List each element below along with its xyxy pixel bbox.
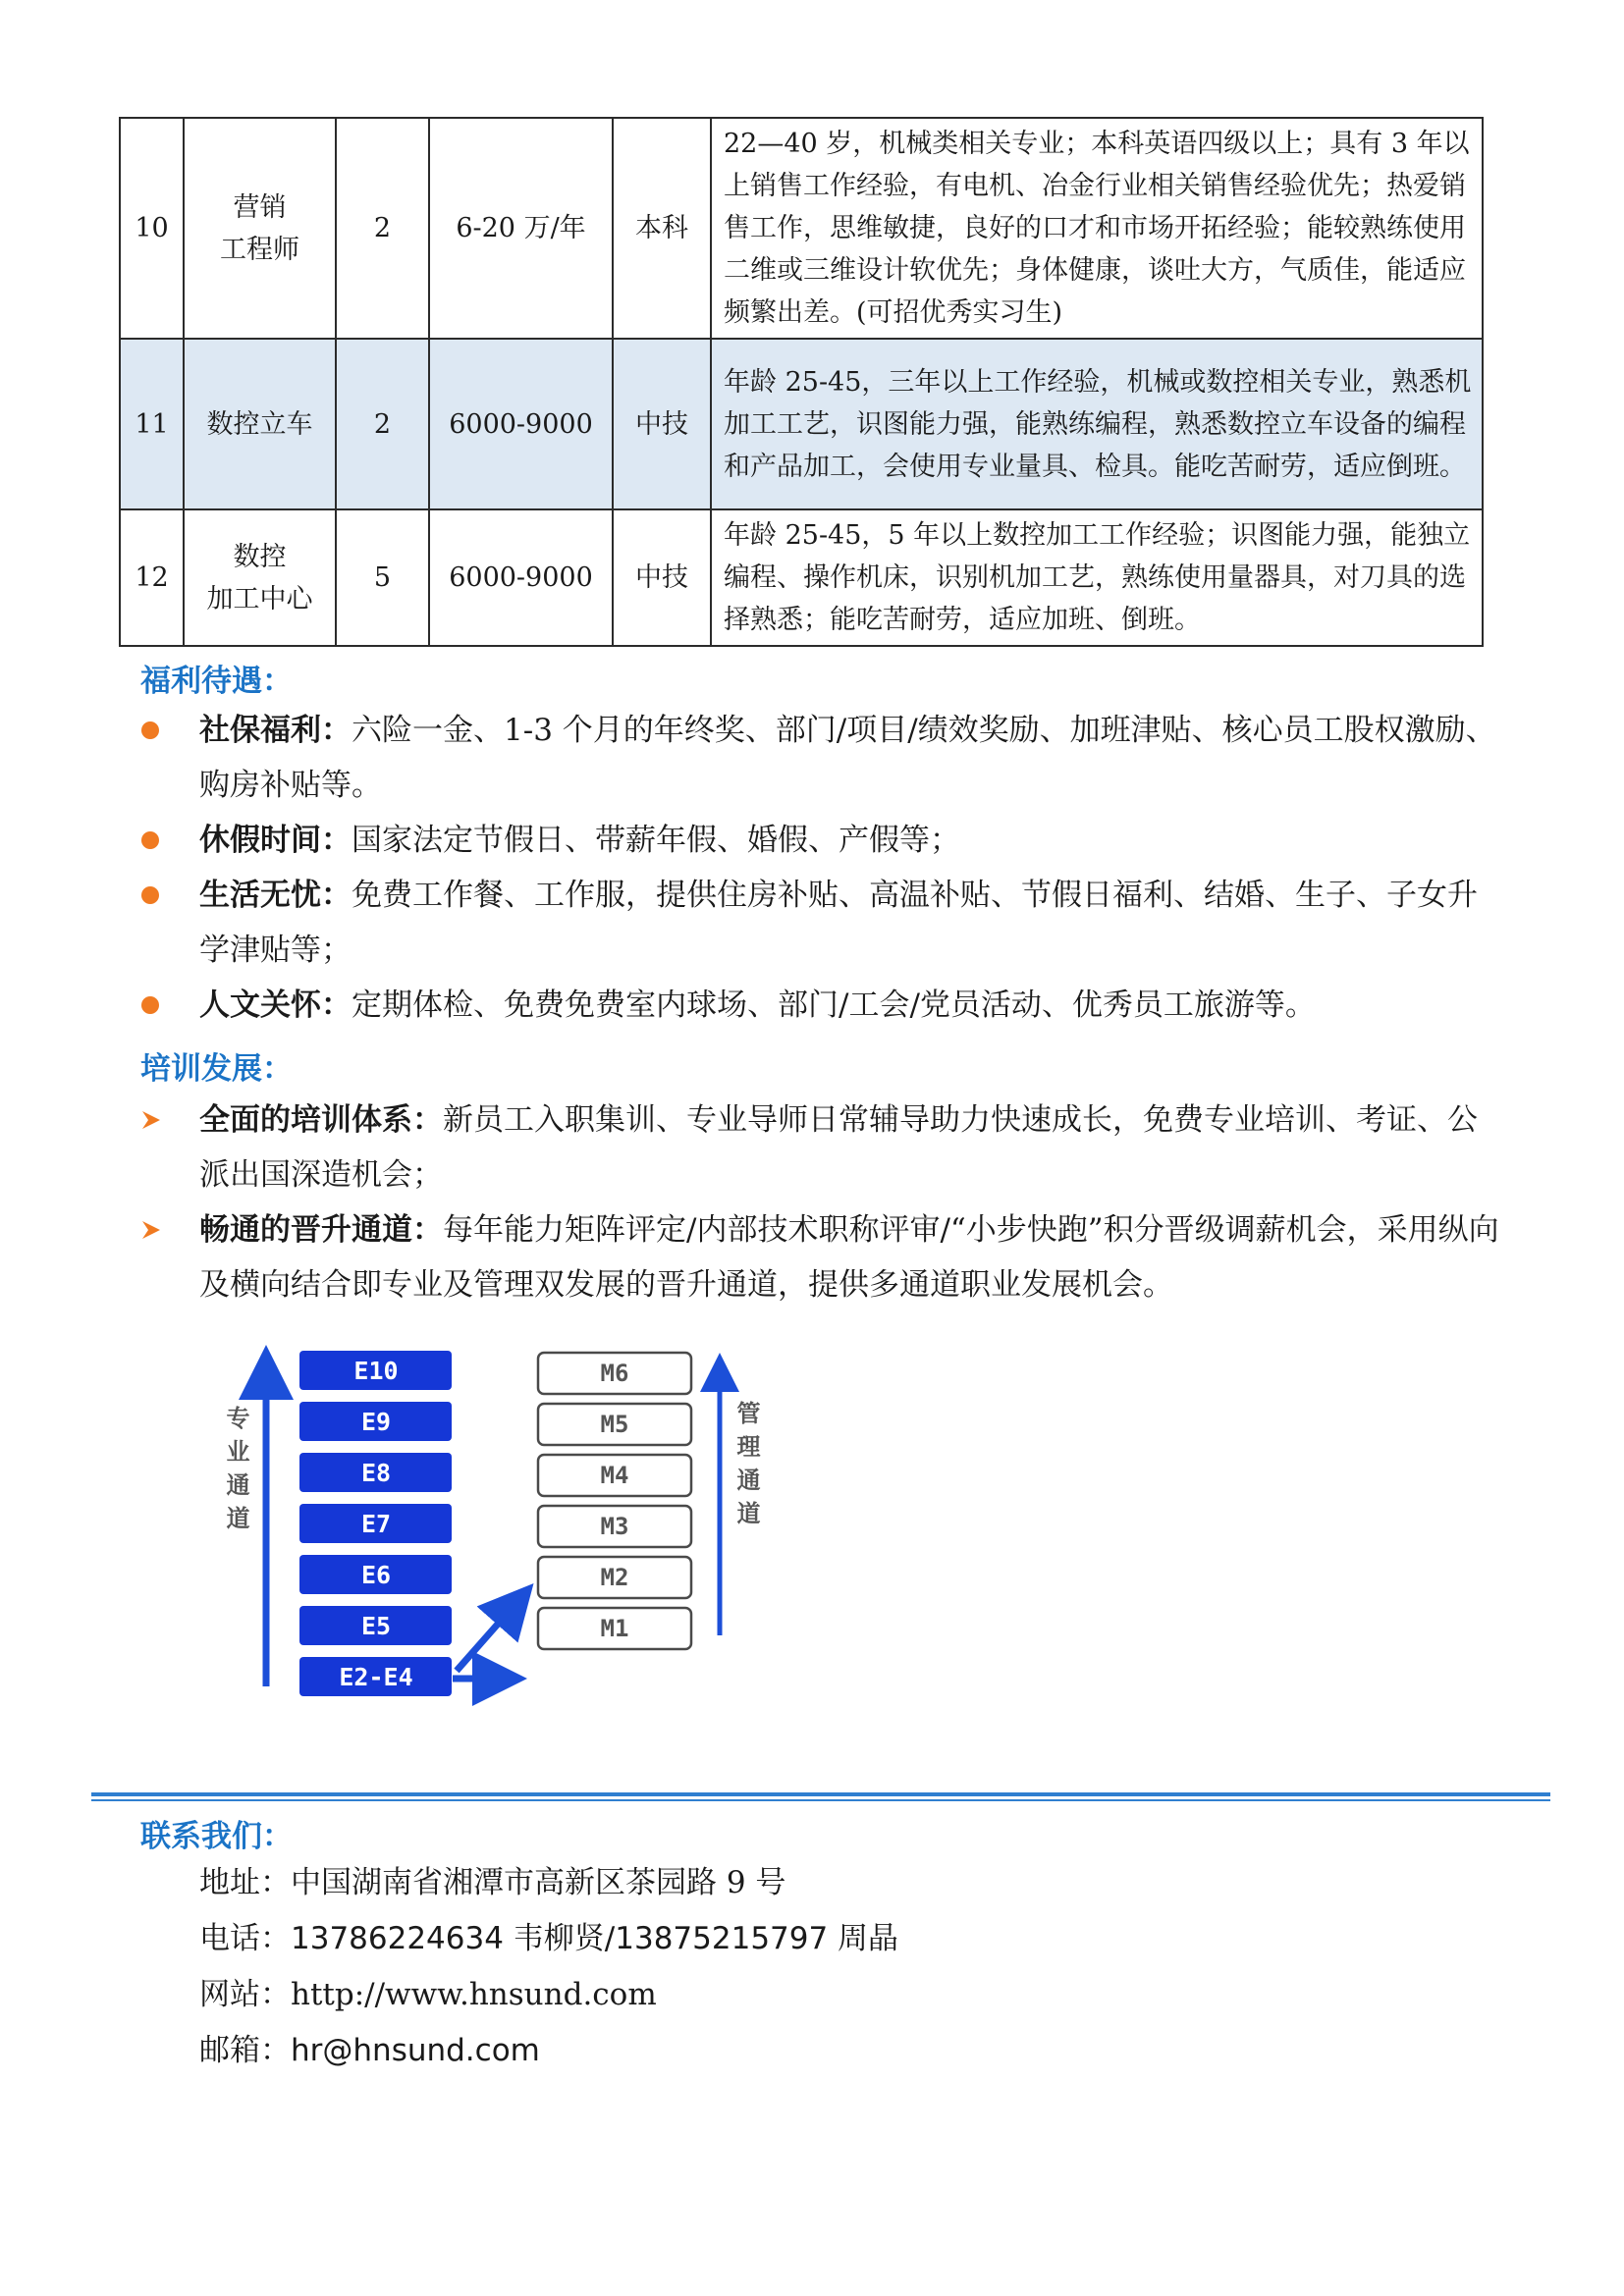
job-headcount: 2 — [336, 339, 429, 509]
level-e5: E5 — [360, 1612, 392, 1640]
level-m2: M2 — [600, 1564, 629, 1591]
level-e7: E7 — [360, 1510, 392, 1538]
job-title-line: 加工中心 — [206, 583, 313, 614]
bullet-dot-icon — [141, 996, 159, 1014]
website-label: 网站： — [199, 1977, 291, 2012]
table-row — [120, 118, 1483, 339]
benefit-text: 六险一金、1-3 个月的年终奖、部门/项目/绩效奖励、加班津贴、核心员工股权激励、购房补贴等。 — [199, 713, 1496, 803]
job-headcount: 2 — [336, 118, 429, 339]
contact-email — [199, 2031, 540, 2070]
job-title — [184, 509, 336, 646]
job-title-line: 营销 — [233, 191, 287, 223]
training-heading: 培训发展： — [140, 1051, 293, 1087]
job-number: 12 — [120, 509, 184, 646]
job-education: 中技 — [613, 509, 711, 646]
job-salary: 6-20 万/年 — [429, 118, 613, 339]
email-label: 邮箱： — [199, 2033, 291, 2068]
benefits-list — [137, 703, 1502, 1033]
table-row — [120, 509, 1483, 646]
address-value: 中国湖南省湘潭市高新区茶园路 9 号 — [291, 1865, 786, 1900]
contact-phone — [199, 1919, 898, 1958]
level-e8: E8 — [360, 1459, 392, 1487]
section-divider-thin — [91, 1799, 1550, 1801]
training-key: 畅通的晋升通道： — [199, 1212, 443, 1248]
benefit-text: 定期体检、免费免费室内球场、部门/工会/党员活动、优秀员工旅游等。 — [352, 988, 1316, 1023]
job-education: 中技 — [613, 339, 711, 509]
contact-website — [199, 1975, 657, 2014]
benefit-text: 国家法定节假日、带薪年假、婚假、产假等； — [352, 823, 960, 858]
address-label: 地址： — [199, 1865, 291, 1900]
benefits-heading: 福利待遇： — [140, 664, 293, 699]
job-title — [184, 339, 336, 509]
list-item — [137, 978, 1502, 1033]
career-path-diagram — [140, 1327, 847, 1720]
level-e10: E10 — [353, 1357, 399, 1385]
job-number: 10 — [120, 118, 184, 339]
table-row — [120, 339, 1483, 509]
training-key: 全面的培训体系： — [199, 1102, 443, 1138]
bullet-dot-icon — [141, 886, 159, 904]
benefit-key: 休假时间： — [199, 823, 352, 858]
job-salary: 6000-9000 — [429, 509, 613, 646]
list-item — [137, 1093, 1502, 1202]
level-e2-e4: E2-E4 — [339, 1663, 413, 1691]
job-title-line: 数控立车 — [206, 408, 313, 440]
list-item — [137, 1202, 1502, 1312]
contact-heading: 联系我们： — [140, 1819, 293, 1854]
level-m4: M4 — [600, 1462, 629, 1489]
level-m3: M3 — [600, 1513, 629, 1540]
phone-value: 13786224634 韦柳贤/13875215797 周晶 — [291, 1921, 899, 1956]
level-e6: E6 — [360, 1561, 392, 1589]
level-m5: M5 — [600, 1411, 629, 1438]
email-link[interactable]: hr@hnsund.com — [291, 2033, 540, 2068]
benefit-key: 人文关怀： — [199, 988, 352, 1023]
level-e9: E9 — [360, 1408, 392, 1436]
list-item — [137, 868, 1502, 978]
benefit-key: 社保福利： — [199, 713, 352, 748]
job-table — [119, 117, 1484, 647]
arrowhead-bullet-icon — [139, 1108, 163, 1132]
bullet-dot-icon — [141, 721, 159, 739]
training-text: 每年能力矩阵评定/内部技术职称评审/“小步快跑”积分晋级调薪机会，采用纵向及横向结合即专业及管理双发展的晋升通道，提供多通道职业发展机会。 — [199, 1212, 1499, 1303]
bullet-dot-icon — [141, 831, 159, 849]
phone-label: 电话： — [199, 1921, 291, 1956]
job-headcount: 5 — [336, 509, 429, 646]
job-salary: 6000-9000 — [429, 339, 613, 509]
list-item — [137, 703, 1502, 813]
level-m6: M6 — [600, 1360, 629, 1387]
list-item — [137, 813, 1502, 868]
website-link[interactable]: http://www.hnsund.com — [291, 1977, 657, 2012]
benefit-text: 免费工作餐、工作服，提供住房补贴、高温补贴、节假日福利、结婚、生子、子女升学津贴等； — [199, 878, 1478, 968]
section-divider — [91, 1792, 1550, 1796]
job-education: 本科 — [613, 118, 711, 339]
management-track-label: 管理通道 — [732, 1401, 760, 1534]
arrowhead-bullet-icon — [139, 1218, 163, 1242]
job-requirements: 年龄 25-45，三年以上工作经验，机械或数控相关专业，熟悉机加工工艺，识图能力强，能熟练编程，熟悉数控立车设备的编程和产品加工，会使用专业量具、检具。能吃苦耐劳，适应倒班。 — [711, 339, 1483, 509]
benefit-key: 生活无忧： — [199, 878, 352, 913]
job-title — [184, 118, 336, 339]
training-list — [137, 1093, 1502, 1312]
job-title-line: 数控 — [233, 541, 287, 572]
job-title-line: 工程师 — [220, 234, 299, 265]
contact-address — [199, 1863, 785, 1902]
training-text: 新员工入职集训、专业导师日常辅导助力快速成长，免费专业培训、考证、公派出国深造机会； — [199, 1102, 1478, 1193]
job-requirements: 年龄 25-45，5 年以上数控加工工作经验；识图能力强，能独立编程、操作机床，识别机加工艺，熟练使用量器具，对刀具的选择熟悉；能吃苦耐劳，适应加班、倒班。 — [711, 509, 1483, 646]
diagonal-transfer-arrow — [457, 1604, 515, 1671]
job-number: 11 — [120, 339, 184, 509]
professional-track-label: 专业通道 — [222, 1406, 249, 1539]
job-requirements: 22—40 岁，机械类相关专业；本科英语四级以上；具有 3 年以上销售工作经验，有电机、冶金行业相关销售经验优先；热爱销售工作，思维敏捷，良好的口才和市场开拓经验；能较熟练使用二维或三维设计软优先；身体健康，谈吐大方，气质佳，能适应频繁出差。(可招优秀实习生) — [711, 118, 1483, 339]
level-m1: M1 — [600, 1615, 629, 1642]
